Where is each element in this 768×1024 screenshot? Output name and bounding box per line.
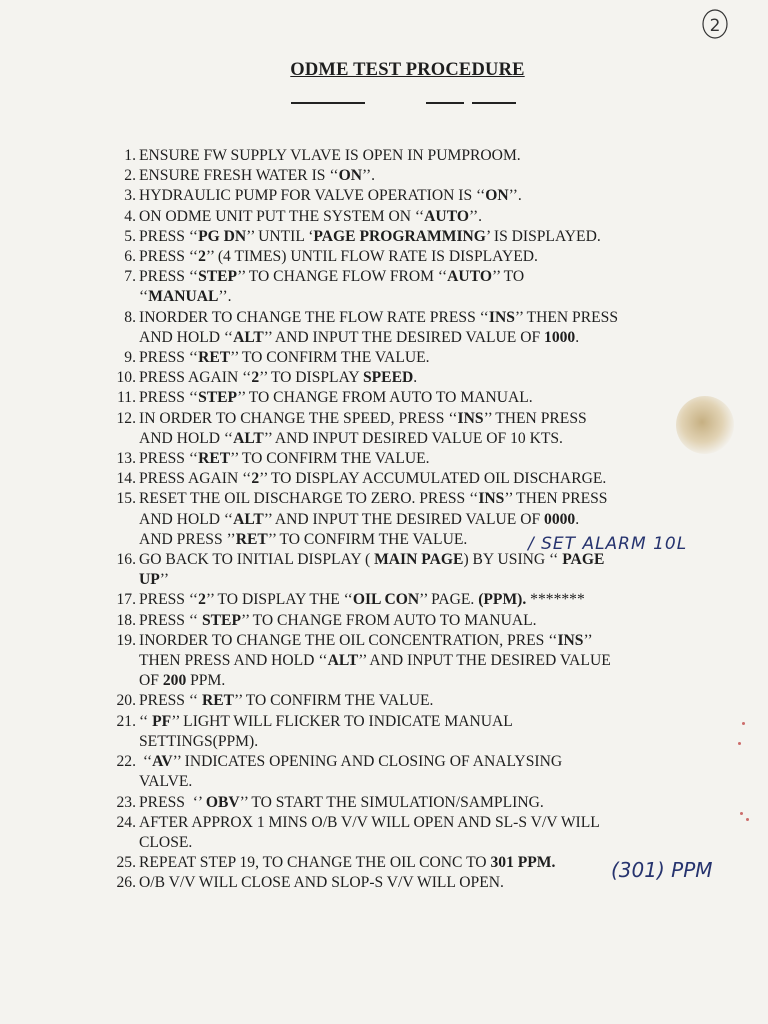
bold-keyword: 2 <box>198 248 206 266</box>
step-number: 22. <box>116 753 136 771</box>
procedure-step <box>100 611 700 631</box>
procedure-step <box>100 308 700 348</box>
step-number: 3. <box>124 187 136 205</box>
bold-keyword: 301 PPM. <box>490 854 556 872</box>
step-text-segment: ENSURE FRESH WATER IS ‘‘ <box>139 167 339 185</box>
step-text <box>139 631 700 692</box>
step-text-segment: INORDER TO CHANGE THE OIL CONCENTRATION, PRES ‘‘ <box>139 631 558 649</box>
procedure-step <box>100 590 700 610</box>
bold-keyword: STEP <box>198 389 238 407</box>
step-text-segment: ’’. <box>218 288 232 306</box>
step-text-segment: ’’ INDICATES OPENING AND CLOSING OF ANALYSING VALVE. <box>139 753 563 791</box>
procedure-step <box>100 227 700 247</box>
procedure-step <box>100 146 700 166</box>
bold-keyword: 200 <box>162 672 187 690</box>
step-number: 26. <box>116 874 136 892</box>
step-text-segment: . <box>413 369 418 387</box>
step-number: 24. <box>116 813 136 831</box>
bold-keyword: PAGE PROGRAMMING <box>313 227 486 245</box>
step-text-segment: ) BY USING ‘‘ <box>463 551 563 569</box>
step-number: 23. <box>116 793 136 811</box>
bold-keyword: STEP <box>201 611 241 629</box>
step-text-segment: GO BACK TO INITIAL DISPLAY ( <box>139 551 375 569</box>
step-number: 19. <box>116 631 136 649</box>
step-text-segment: ’’ <box>159 571 170 589</box>
procedure-step <box>100 550 700 590</box>
step-text-segment: PRESS ‘‘ <box>139 611 202 629</box>
bold-keyword: PAGE UP <box>139 551 605 589</box>
step-text-segment: ’’ AND INPUT DESIRED VALUE OF 10 KTS. <box>263 429 563 447</box>
step-text-segment: ’’ AND INPUT THE DESIRED VALUE OF <box>263 510 545 528</box>
step-text-segment: ’’ TO DISPLAY THE ‘‘ <box>205 591 353 609</box>
step-text <box>139 449 700 469</box>
bold-keyword: RET <box>198 450 231 468</box>
page-number-mark <box>700 6 730 40</box>
step-text-segment: PRESS ‘‘ <box>139 389 199 407</box>
step-text-segment: . <box>575 328 580 346</box>
step-number: 14. <box>116 470 136 488</box>
step-text <box>139 388 700 408</box>
procedure-step <box>100 348 700 368</box>
step-text-segment: ’’ TO CHANGE FROM AUTO TO MANUAL. <box>240 611 537 629</box>
step-text <box>139 611 700 631</box>
step-number: 20. <box>116 692 136 710</box>
step-text-segment: REPEAT STEP 19, TO CHANGE THE OIL CONC TO <box>139 854 491 872</box>
procedure-step <box>100 813 700 853</box>
bold-keyword: ALT <box>233 328 264 346</box>
procedure-step <box>100 752 700 792</box>
step-number: 9. <box>124 349 136 367</box>
bold-keyword: 2 <box>251 369 260 387</box>
bold-keyword: 1000 <box>544 328 576 346</box>
step-text <box>139 146 700 166</box>
step-number: 21. <box>116 712 136 730</box>
step-text-segment: ’’ TO CHANGE FLOW FROM ‘‘ <box>237 268 448 286</box>
step-text <box>139 227 700 247</box>
step-number: 4. <box>124 207 136 225</box>
procedure-step <box>100 449 700 469</box>
step-text-segment: ’’ THEN PRESS AND HOLD ‘‘ <box>139 308 618 346</box>
bold-keyword: RET <box>235 530 268 548</box>
paper-stain <box>676 396 734 454</box>
bold-keyword: ALT <box>233 510 264 528</box>
bold-keyword: ALT <box>233 429 264 447</box>
step-number: 7. <box>124 268 136 286</box>
step-text-segment: PRESS ‘‘ <box>139 248 199 266</box>
step-text-segment: ’ IS DISPLAYED. <box>485 227 601 245</box>
bold-keyword: INS <box>488 308 515 326</box>
step-text-segment: PRESS ‘’ <box>139 793 206 811</box>
step-text <box>139 550 700 590</box>
procedure-step <box>100 388 700 408</box>
step-text-segment: ’’ TO CHANGE FROM AUTO TO MANUAL. <box>237 389 533 407</box>
step-text <box>139 368 700 388</box>
step-text-segment: INORDER TO CHANGE THE FLOW RATE PRESS ‘‘ <box>139 308 489 326</box>
step-text-segment: ******* <box>526 591 585 609</box>
step-text-segment: ‘‘ <box>139 753 153 771</box>
procedure-step <box>100 186 700 206</box>
step-number: 2. <box>124 167 136 185</box>
procedure-step <box>100 712 700 752</box>
step-text <box>139 207 700 227</box>
procedure-step <box>100 691 700 711</box>
step-text-segment: AFTER APPROX 1 MINS O/B V/V WILL OPEN AND SL-S V/V WILL CLOSE. <box>139 813 600 851</box>
procedure-step <box>100 247 700 267</box>
step-text-segment: PRESS AGAIN ‘‘ <box>139 470 252 488</box>
bold-keyword: INS <box>457 409 484 427</box>
step-text-segment: PPM. <box>186 672 226 690</box>
step-number: 1. <box>124 147 136 164</box>
step-number: 13. <box>116 450 136 468</box>
step-text-segment: ON ODME UNIT PUT THE SYSTEM ON ‘‘ <box>139 207 425 225</box>
step-text-segment: ’’ TO CONFIRM THE VALUE. <box>267 530 468 548</box>
step-number: 11. <box>117 389 136 407</box>
step-number: 18. <box>116 611 136 629</box>
step-number: 5. <box>124 227 136 245</box>
procedure-step <box>100 793 700 813</box>
handwritten-alarm-note: / SET ALARM 10L <box>528 534 688 554</box>
bold-keyword: 2 <box>251 470 260 488</box>
step-text <box>139 752 700 792</box>
step-text-segment: O/B V/V WILL CLOSE AND SLOP-S V/V WILL OPEN. <box>139 874 504 892</box>
step-text <box>139 409 700 449</box>
bold-keyword: OBV <box>205 793 240 811</box>
step-text-segment: PRESS ‘‘ <box>139 349 199 367</box>
bold-keyword: 2 <box>198 591 206 609</box>
handwritten-ppm-note: (301) PPM <box>611 858 713 882</box>
title-divider <box>291 102 365 104</box>
bold-keyword: RET <box>198 349 231 367</box>
step-text-segment: ’’ TO ‘‘ <box>139 268 525 306</box>
step-text-segment: ’’ (4 TIMES) UNTIL FLOW RATE IS DISPLAYED. <box>205 248 538 266</box>
step-text-segment: ’’ AND INPUT THE DESIRED VALUE OF <box>139 652 611 690</box>
title-divider <box>472 102 516 104</box>
title-divider <box>426 102 464 104</box>
step-text-segment: PRESS ‘‘ <box>139 591 199 609</box>
step-text-segment: ‘‘ <box>139 712 153 730</box>
step-text <box>139 247 700 267</box>
step-text-segment: ’’ THEN PRESS AND HOLD ‘‘ <box>139 490 608 528</box>
step-text-segment: ’’ AND INPUT THE DESIRED VALUE OF <box>263 328 545 346</box>
step-text-segment: ’’ TO DISPLAY <box>259 369 363 387</box>
step-text <box>139 590 700 610</box>
step-number: 8. <box>124 308 136 326</box>
bold-keyword: ON <box>338 167 362 185</box>
step-text <box>139 691 700 711</box>
step-number: 12. <box>116 409 136 427</box>
step-text-segment: PRESS AGAIN ‘‘ <box>139 369 252 387</box>
bold-keyword: AV <box>152 753 173 771</box>
step-number: 17. <box>116 591 136 609</box>
step-text <box>139 166 700 186</box>
bold-keyword: INS <box>478 490 505 508</box>
procedure-step <box>100 166 700 186</box>
step-text-segment: ’’ TO START THE SIMULATION/SAMPLING. <box>239 793 544 811</box>
step-text-segment: PRESS ‘‘ <box>139 450 199 468</box>
bold-keyword: RET <box>201 692 235 710</box>
step-text-segment: ’’ TO CONFIRM THE VALUE. <box>230 450 430 468</box>
circled-number-icon <box>700 6 730 40</box>
bold-keyword: OIL CON <box>352 591 420 609</box>
procedure-step <box>100 409 700 449</box>
step-text-segment: . AND PRESS ’’ <box>139 510 580 548</box>
step-number: 25. <box>116 854 136 872</box>
step-text-segment: ’’ TO DISPLAY ACCUMULATED OIL DISCHARGE. <box>259 470 607 488</box>
procedure-steps-list <box>100 146 700 894</box>
procedure-step <box>100 469 700 489</box>
step-number: 16. <box>116 551 136 569</box>
bold-keyword: ALT <box>327 652 359 670</box>
step-text <box>139 186 700 206</box>
step-text <box>139 469 700 489</box>
step-text-segment: ’’ THEN PRESS AND HOLD ‘‘ <box>139 631 593 670</box>
bold-keyword: AUTO <box>447 268 492 286</box>
bold-keyword: 0000 <box>544 510 576 528</box>
step-text-segment: ’’ UNTIL ‘ <box>246 227 314 245</box>
step-text-segment: ’’ TO CONFIRM THE VALUE. <box>234 692 434 710</box>
step-text-segment: PRESS ‘‘ <box>139 692 202 710</box>
bold-keyword: STEP <box>198 268 238 286</box>
ink-speck <box>746 818 749 821</box>
bold-keyword: MAIN PAGE <box>374 551 464 569</box>
bold-keyword: PG DN <box>198 227 247 245</box>
step-text-segment: PRESS ‘‘ <box>139 227 199 245</box>
page-title: ODME TEST PROCEDURE <box>290 60 525 80</box>
step-text-segment: ’’ TO CONFIRM THE VALUE. <box>230 349 430 367</box>
bold-keyword: PF <box>152 712 172 730</box>
step-number: 15. <box>116 490 136 508</box>
step-text <box>139 712 700 752</box>
step-text-segment: ’’. <box>361 167 376 185</box>
step-number: 10. <box>116 369 136 387</box>
svg-text:2: 2 <box>709 16 721 36</box>
bold-keyword: AUTO <box>424 207 469 225</box>
procedure-step <box>100 873 700 893</box>
step-text-segment: ’’ PAGE. <box>419 591 479 609</box>
step-text-segment: HYDRAULIC PUMP FOR VALVE OPERATION IS ‘‘ <box>139 187 486 205</box>
procedure-step <box>100 207 700 227</box>
step-text-segment: ’’. <box>508 187 522 205</box>
step-text-segment: ’’ LIGHT WILL FLICKER TO INDICATE MANUAL SETTINGS(PPM). <box>139 712 513 750</box>
step-text-segment: IN ORDER TO CHANGE THE SPEED, PRESS ‘‘ <box>139 409 458 427</box>
step-text <box>139 813 700 853</box>
bold-keyword: (PPM). <box>478 591 527 609</box>
bold-keyword: ON <box>485 187 509 205</box>
step-text <box>139 267 700 307</box>
ink-speck <box>738 742 741 745</box>
bold-keyword: MANUAL <box>148 288 219 306</box>
step-number: 6. <box>124 248 136 266</box>
procedure-step <box>100 631 700 692</box>
step-text-segment: ’’. <box>468 207 483 225</box>
procedure-step <box>100 853 700 873</box>
step-text-segment: PRESS ‘‘ <box>139 268 199 286</box>
step-text <box>139 348 700 368</box>
step-text <box>139 793 700 813</box>
bold-keyword: SPEED <box>362 369 414 387</box>
procedure-step <box>100 368 700 388</box>
procedure-step <box>100 267 700 307</box>
bold-keyword: INS <box>557 631 584 649</box>
step-text-segment: ’’ THEN PRESS AND HOLD ‘‘ <box>139 409 587 447</box>
ink-speck <box>740 812 743 815</box>
ink-speck <box>742 722 745 725</box>
step-text-segment: ENSURE FW SUPPLY VLAVE IS OPEN IN PUMPROOM. <box>139 147 521 164</box>
step-text <box>139 308 700 348</box>
step-text-segment: RESET THE OIL DISCHARGE TO ZERO. PRESS ‘‘ <box>139 490 479 508</box>
